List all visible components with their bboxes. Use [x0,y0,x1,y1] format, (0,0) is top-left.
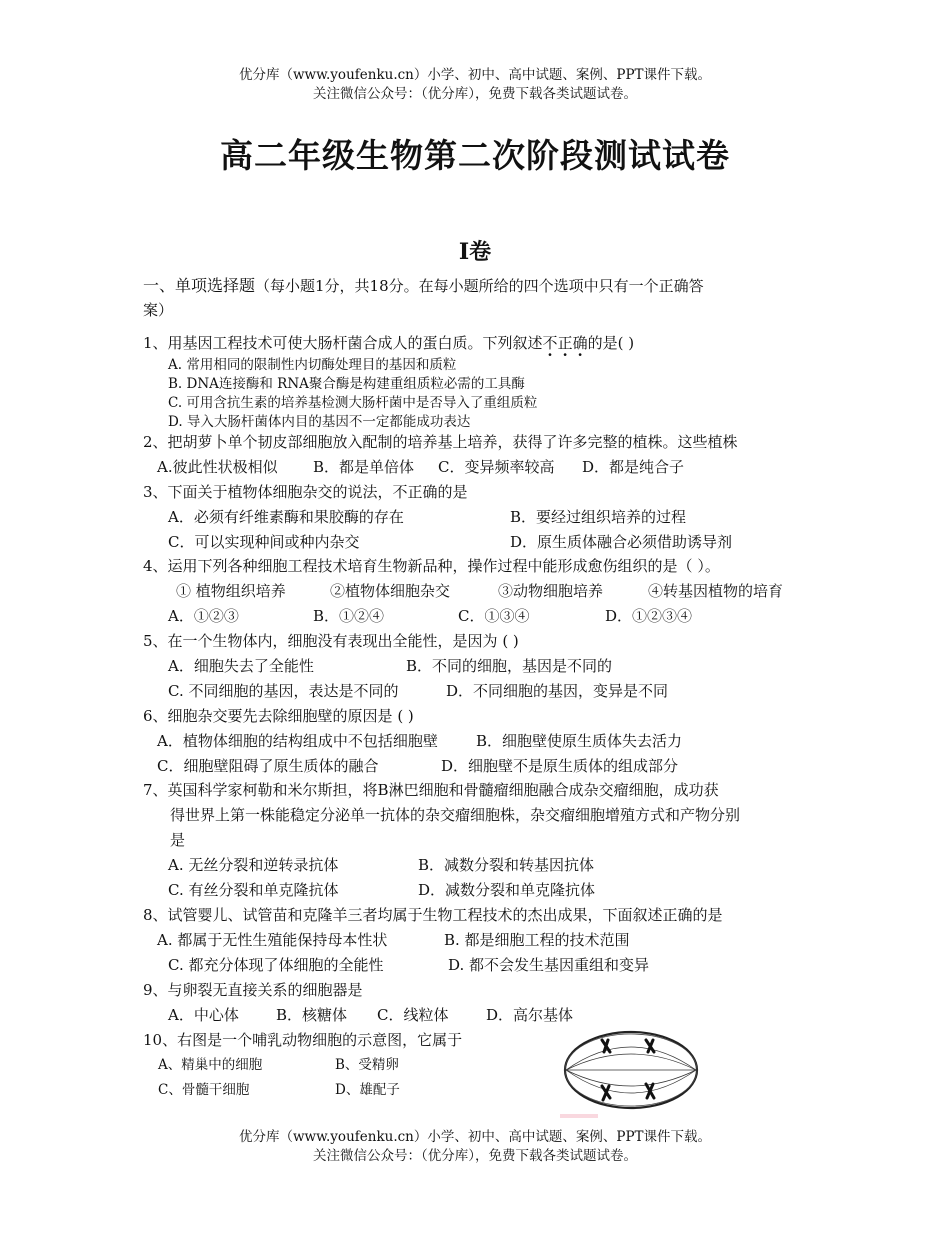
q4-item-4: ④转基因植物的培育 [648,582,784,600]
cell-diagram-svg [558,1028,703,1118]
footer-line-1: 优分库（www.youfenku.cn）小学、初中、高中试题、案例、PPT课件下载。 [238,1129,712,1145]
q7-option-a: A. 无丝分裂和逆转录抗体 [168,856,339,874]
q4-item-3: ③动物细胞培养 [498,582,604,600]
q1-stem [143,333,634,353]
part1-note: （每小题1分，共18分。在每小题所给的四个选项中只有一个正确答 [255,277,704,295]
q1-option-a: A. 常用相同的限制性内切酶处理目的基因和质粒 [168,357,457,373]
q6-option-c: C．细胞壁阻碍了原生质体的融合 [157,757,379,775]
q10-option-a: A、精巢中的细胞 [158,1057,263,1073]
q10-option-b: B、受精卵 [335,1057,399,1073]
q8-option-a: A. 都属于无性生殖能保持母本性状 [157,931,388,949]
q8-option-b: B. 都是细胞工程的技术范围 [444,931,630,949]
q5-stem: 5、在一个生物体内，细胞没有表现出全能性，是因为 ( ) [143,632,519,650]
q7-option-c: C. 有丝分裂和单克隆抗体 [168,881,339,899]
q6-option-b: B．细胞壁使原生质体失去活力 [476,732,683,750]
pink-smudge [560,1114,598,1118]
q4-option-d: D．①②③④ [605,607,693,625]
q6-option-a: A．植物体细胞的结构组成中不包括细胞壁 [157,732,438,750]
header-line-1: 优分库（www.youfenku.cn）小学、初中、高中试题、案例、PPT课件下载。 [238,67,712,83]
q7-option-d: D．减数分裂和单克隆抗体 [418,881,596,899]
q10-option-c: C、骨髓干细胞 [158,1082,250,1098]
q7-stem-line-1: 7、英国科学家柯勒和米尔斯担，将B淋巴细胞和骨髓瘤细胞融合成杂交瘤细胞，成功获 [143,781,719,799]
q8-stem: 8、试管婴儿、试管苗和克隆羊三者均属于生物工程技术的杰出成果，下面叙述正确的是 [143,906,723,924]
q6-stem: 6、细胞杂交要先去除细胞壁的原因是 ( ) [143,707,414,725]
q3-option-a: A．必须有纤维素酶和果胶酶的存在 [168,508,404,526]
q9-option-b: B．核糖体 [276,1006,348,1024]
q3-option-c: C．可以实现种间或种内杂交 [168,533,360,551]
q2-option-b: B．都是单倍体 [313,458,415,476]
q1-option-b: B. DNA连接酶和 RNA聚合酶是构建重组质粒必需的工具酶 [168,376,525,392]
q3-option-d: D．原生质体融合必须借助诱导剂 [510,533,733,551]
q1-option-d: D. 导入大肠杆菌体内目的基因不一定都能成功表达 [168,414,471,430]
q1-stem-post: 的是( ) [587,334,635,352]
q1-emph-char: 确 [572,334,588,352]
section-title: I卷 [458,239,492,265]
q3-stem: 3、下面关于植物体细胞杂交的说法，不正确的是 [143,483,468,501]
q7-stem-line-2: 得世界上第一株能稳定分泌单一抗体的杂交瘤细胞株，杂交瘤细胞增殖方式和产物分别 [170,806,741,824]
part1-heading-line [143,276,704,296]
q5-option-a: A．细胞失去了全能性 [168,657,314,675]
q4-option-a: A．①②③ [168,607,239,625]
q9-option-a: A．中心体 [168,1006,239,1024]
q10-stem: 10、右图是一个哺乳动物细胞的示意图，它属于 [143,1031,463,1049]
spindle-fibers [566,1047,696,1093]
cell-diagram [558,1028,703,1118]
q2-option-d: D．都是纯合子 [582,458,685,476]
q10-option-d: D、雄配子 [335,1082,400,1098]
q2-option-a: A.彼此性状极相似 [157,458,278,476]
q5-option-b: B．不同的细胞，基因是不同的 [406,657,613,675]
q3-option-b: B．要经过组织培养的过程 [510,508,687,526]
q7-option-b: B．减数分裂和转基因抗体 [418,856,595,874]
q2-stem: 2、把胡萝卜单个韧皮部细胞放入配制的培养基上培养，获得了许多完整的植株。这些植株 [143,433,738,451]
q1-stem-pre: 1、用基因工程技术可使大肠杆菌合成人的蛋白质。下列叙述 [143,334,543,352]
q4-item-2: ②植物体细胞杂交 [330,582,451,600]
q5-option-c: C. 不同细胞的基因，表达是不同的 [168,682,399,700]
q9-stem: 9、与卵裂无直接关系的细胞器是 [143,981,363,999]
q4-option-c: C．①③④ [458,607,530,625]
page-title: 高二年级生物第二次阶段测试试卷 [220,136,730,175]
footer-line-2: 关注微信公众号：（优分库），免费下载各类试题试卷。 [313,1148,637,1164]
part1-note-cont: 案） [143,301,174,319]
q2-option-c: C．变异频率较高 [438,458,555,476]
q7-stem-line-3: 是 [170,831,186,849]
q5-option-d: D．不同细胞的基因，变异是不同 [446,682,669,700]
q1-option-c: C. 可用含抗生素的培养基检测大肠杆菌中是否导入了重组质粒 [168,395,538,411]
q1-emph-char: 不 [542,334,558,352]
q8-option-d: D. 都不会发生基因重组和变异 [448,956,650,974]
q1-emph-char: 正 [557,334,573,352]
part1-heading: 一、单项选择题 [143,276,256,295]
q4-item-1: ① 植物组织培养 [176,582,286,600]
q4-option-b: B．①②④ [313,607,385,625]
q6-option-d: D．细胞壁不是原生质体的组成部分 [441,757,679,775]
header-line-2: 关注微信公众号：（优分库），免费下载各类试题试卷。 [313,86,637,102]
q9-option-d: D．高尔基体 [486,1006,574,1024]
q9-option-c: C．线粒体 [377,1006,449,1024]
q8-option-c: C. 都充分体现了体细胞的全能性 [168,956,384,974]
q4-stem: 4、运用下列各种细胞工程技术培育生物新品种，操作过程中能形成愈伤组织的是（ ）。 [143,557,720,575]
